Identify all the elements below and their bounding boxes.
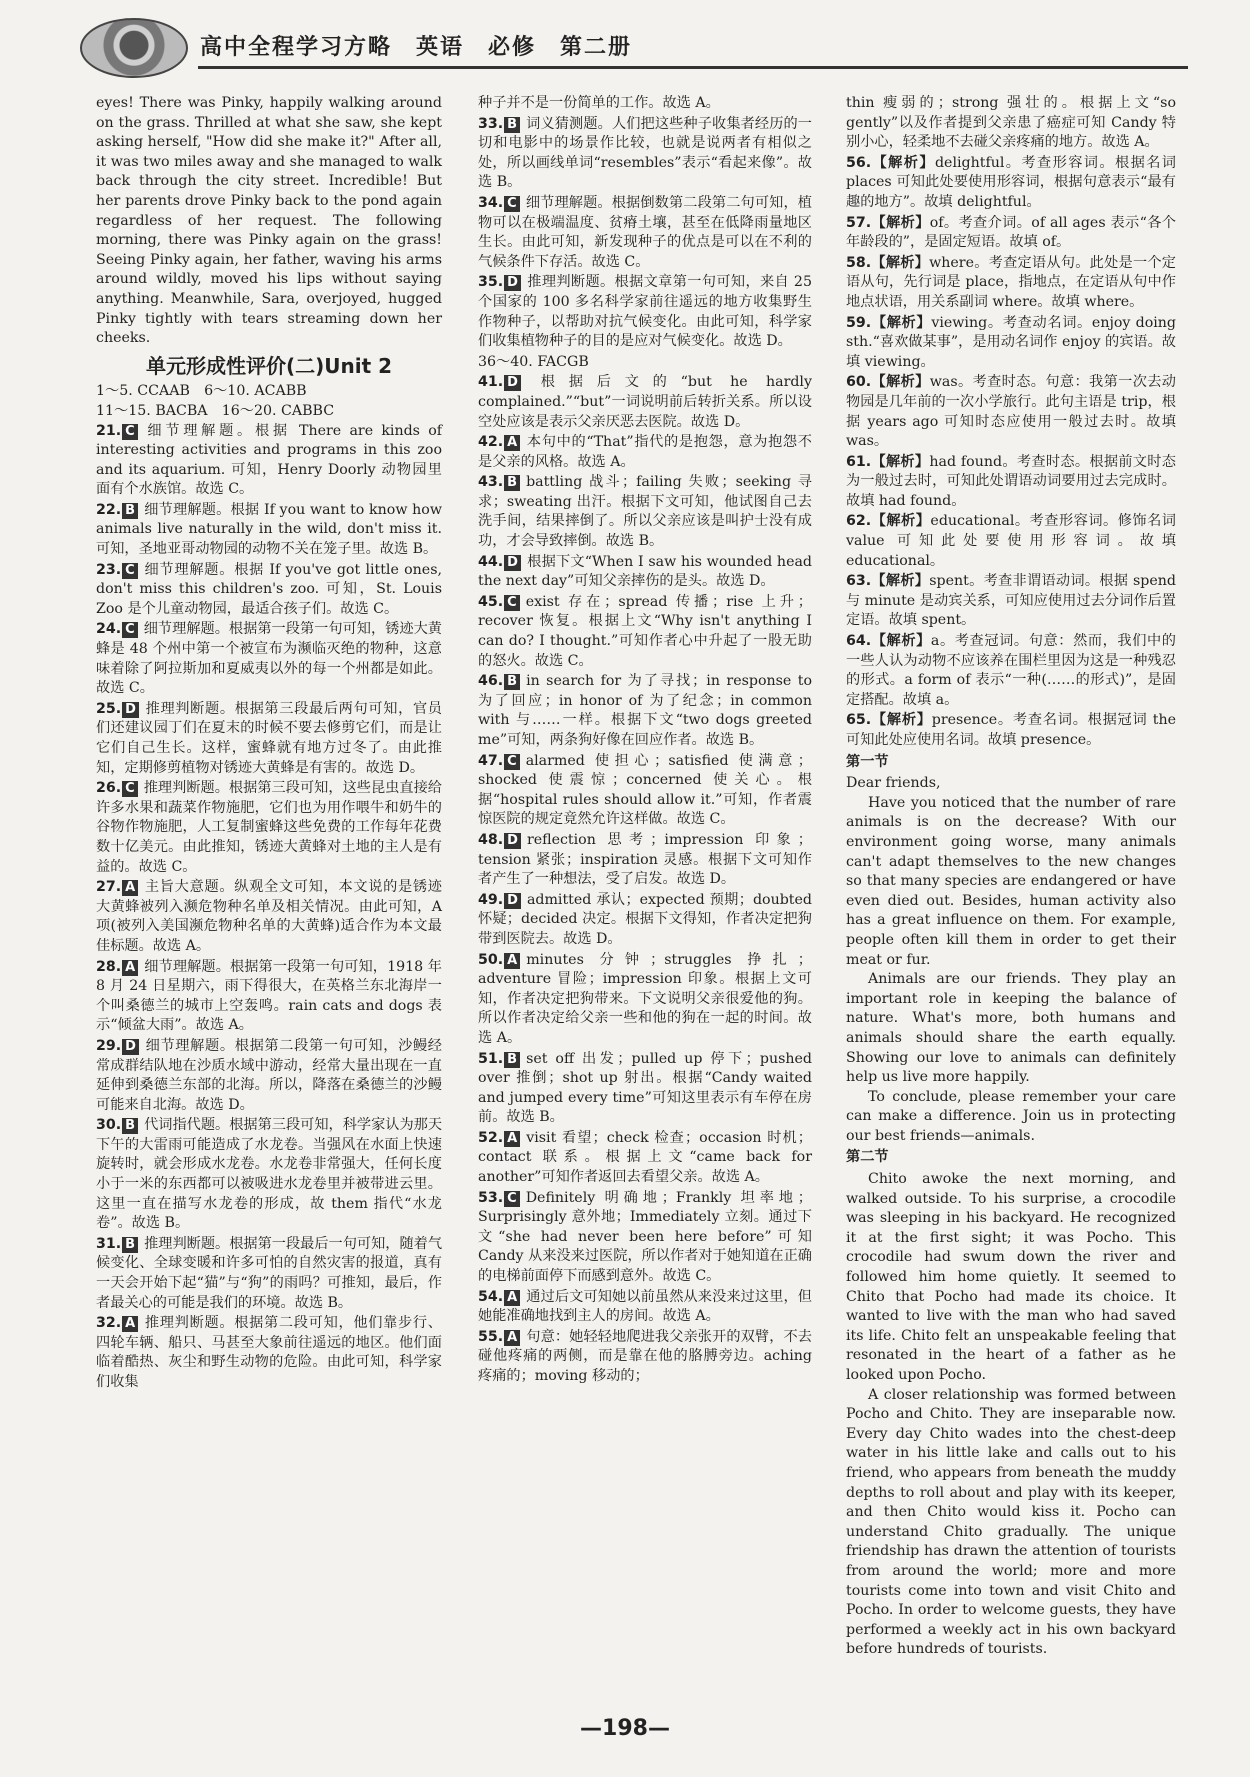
answer-list	[96, 422, 442, 1393]
answer-choice: 【解析】	[871, 712, 932, 729]
answer-choice: C	[504, 196, 520, 212]
answer-explanation: 推理判断题。根据文章第一句可知，来自 25 个国家的 100 多名科学家前往遥远的地方收集野生作物种子，以帮助对抗气候变化。由此可知，科学家们收集植物种子的目的是应对气候变化。故选 D。	[478, 274, 812, 350]
answer-choice: D	[504, 555, 521, 571]
answer-choice: B	[504, 674, 520, 690]
answer-item	[478, 752, 812, 830]
answer-explanation: 推理判断题。根据第一段最后一句可知，随着气候变化、全球变暖和许多可怕的自然灾害的报道，真有一天会开始下起“猫”与“狗”的雨吗？可推知，最后，作者最关心的可能是我们的环境。故选 B。	[96, 1235, 443, 1311]
answer-choice: C	[122, 424, 138, 440]
question-number: 53.	[478, 1189, 504, 1206]
answer-explanation: had found。考查时态。根据前文时态为一般过去时，可知此处谓语动词要用过去完成时。故填 had found。	[846, 453, 1176, 509]
answer-item	[96, 779, 442, 877]
answer-explanation: 推理判断题。根据第三段可知，这些昆虫直接给许多水果和蔬菜作物施肥，它们也为用作喂牛和奶牛的谷物作物施肥，人工复制蜜蜂这些免费的工作每年花费数十亿美元。由此推知，锈迹大黄蜂对土地的主人是有益的。故选 C。	[96, 780, 442, 875]
answer-item	[846, 453, 1176, 512]
letter-paragraph: To conclude, please remember your care can make a difference. Join us in protecting our best friends—animals.	[846, 1088, 1176, 1144]
answer-item	[846, 632, 1176, 710]
answer-item	[96, 1037, 442, 1115]
answer-list	[478, 94, 812, 1387]
question-number: 65.	[846, 712, 872, 729]
answer-explanation: 细节理解题。根据倒数第二段第二句可知，植物可以在极端温度、贫瘠土壤，甚至在低降雨量地区生长。由此可知，新发现种子的优点是可以在不利的气候条件下存活。故选 C。	[478, 194, 812, 270]
answer-explanation: set off 出发；pulled up 停下；pushed over 推倒；shot up 射出。根据“Candy waited and jumped every time”可知这里表示有车停在房前。故选 B。	[478, 1050, 812, 1126]
question-number: 28.	[96, 958, 122, 975]
story-paragraph: A closer relationship was formed between Pocho and Chito. They are inseparable now. Every day Chito wades into the chest-deep water in his little lake and calls out to his friend, who appears from beneath the muddy depths to roll about and play with its keeper, and then Chito would kiss it. Pocho can understand Chito gradually. The unique friendship has drawn the attention of tourists from around the world; more and more tourists come into town and visit Chito and Pocho. In order to welcome guests, they have performed a weekly act in his own backyard before hundreds of tourists.	[846, 1386, 1176, 1658]
answer-list	[846, 94, 1176, 751]
answer-item	[846, 154, 1176, 213]
answer-item	[478, 1328, 812, 1387]
answer-item	[96, 1314, 442, 1392]
answer-explanation: 本句中的“That”指代的是抱怨，意为抱怨不是父亲的风格。故选 A。	[478, 434, 812, 470]
answer-explanation: 推理判断题。根据第三段最后两句可知，官员们还建议园丁们在夏末的时候不要去修剪它们，而是让它们自己生长。这样，蜜蜂就有地方过冬了。由此推知，定期修剪植物对锈迹大黄蜂是有害的。故选 D。	[96, 700, 442, 776]
answer-choice: D	[122, 1039, 139, 1055]
column-middle	[478, 94, 812, 1388]
answer-item	[478, 1189, 812, 1287]
answer-item	[478, 672, 812, 750]
answer-explanation: a。考查冠词。句意：然而，我们中的一些人认为动物不应该养在围栏里因为这是一种残忍的形式。a form of 表示“一种(……的形式)”，是固定搭配。故填 a。	[846, 633, 1176, 708]
answer-choice: D	[504, 833, 521, 849]
unit-title: 单元形成性评价(二)Unit 2	[145, 353, 393, 378]
answer-choice: A	[504, 953, 520, 969]
answer-item	[96, 501, 442, 560]
answer-explanation: 根据下文“When I saw his wounded head the next day”可知父亲摔伤的是头。故选 D。	[478, 553, 812, 590]
answer-choice: A	[122, 880, 138, 896]
question-number: 48.	[478, 831, 504, 848]
letter-greeting: Dear friends,	[846, 775, 941, 792]
answer-explanation: was。考查时态。句意：我第一次去动物园是几年前的一次小学旅行。此句主语是 trip，根据 years ago 可知时态应使用一般过去时。故填 was。	[846, 374, 1176, 450]
page-header	[80, 18, 1190, 80]
answer-explanation: visit 看望；check 检查；occasion 时机；contact 联系。根据上文“came back for another”可知作者返回去看望父亲。故选 A。	[478, 1129, 812, 1186]
question-number: 22.	[96, 501, 122, 518]
answer-item	[478, 94, 812, 114]
answer-item	[96, 422, 442, 500]
answer-choice: C	[504, 754, 520, 770]
answer-choice: A	[504, 1330, 520, 1346]
answer-choice: A	[504, 1290, 520, 1306]
answer-item	[96, 1116, 442, 1234]
question-number: 57.	[846, 214, 872, 231]
question-number: 45.	[478, 593, 504, 610]
answer-choice: 【解析】	[871, 314, 932, 331]
answer-explanation: 细节理解题。根据第二段第一句可知，沙鳗经常成群结队地在沙质水域中游动，经常大量出现在一直延伸到桑德兰东部的北海。所以，降落在桑德兰的沙鳗可能来自北海。故选 D。	[96, 1037, 442, 1113]
answer-explanation: 36～40. FACGB	[478, 353, 589, 370]
answer-item	[846, 314, 1176, 373]
answer-explanation: battling 战斗；failing 失败；seeking 寻求；sweating 出汗。根据下文可知，他试图自己去洗手间，结果摔倒了。所以父亲应该是叫护士没有成功，才会导致摔倒。故选 B。	[478, 474, 812, 550]
answer-choice: D	[504, 275, 521, 291]
question-number: 64.	[846, 633, 872, 650]
question-number: 62.	[846, 513, 872, 530]
column-left	[96, 94, 442, 1394]
answer-explanation: spent。考查非谓语动词。根据 spend 与 minute 是动宾关系，可知应使用过去分词作后置定语。故填 spent。	[846, 573, 1176, 629]
answer-explanation: 细节理解题。根据 There are kinds of interesting activities and programs in this zoo and its aquarium. 可知，Henry Doorly 动物园里面有个水族馆。故选 C。	[96, 422, 442, 498]
question-number: 60.	[846, 374, 872, 391]
answer-explanation: 根据后文的“but he hardly complained.”“but”一词说明前后转折关系。所以设空处应该是表示父亲厌恶去医院。故选 D。	[478, 374, 812, 430]
answer-choice: C	[504, 595, 520, 611]
question-number: 29.	[96, 1037, 122, 1054]
answer-item	[846, 512, 1176, 571]
question-number: 47.	[478, 752, 504, 769]
answer-choice: 【解析】	[871, 254, 930, 271]
answer-item	[478, 593, 812, 671]
answer-explanation: 代词指代题。根据第三段可知，科学家认为那天下午的大雷雨可能造成了水龙卷。当强风在水面上快速旋转时，就会形成水龙卷。水龙卷非常强大，任何长度小于一米的东西都可以被吸进水龙卷里并被带进云里。这里一直在描写水龙卷的形成，故 them 指代“水龙卷”。故选 B。	[96, 1117, 443, 1232]
answer-explanation: of。考查介词。of all ages 表示“各个年龄段的”，是固定短语。故填 of。	[846, 214, 1176, 251]
answer-item	[846, 373, 1176, 451]
answer-explanation: 通过后文可知她以前虽然从来没来过这里，但她能准确地找到主人的房间。故选 A。	[478, 1288, 812, 1325]
page-number: —198—	[580, 1716, 670, 1741]
answer-item	[478, 831, 812, 890]
answer-explanation: minutes 分钟；struggles 挣扎；adventure 冒险；impression 印象。根据上文可知，作者决定把狗带来。下文说明父亲很爱他的狗。所以作者决定给父亲一些和他的狗在一起的时间。故选 A。	[478, 951, 812, 1046]
answer-choice: A	[122, 960, 138, 976]
question-number: 59.	[846, 314, 872, 331]
answer-choice: B	[504, 1052, 520, 1068]
answer-item	[478, 891, 812, 950]
answer-choice: A	[122, 1316, 138, 1332]
question-number: 63.	[846, 573, 872, 590]
answer-item	[846, 254, 1176, 313]
answer-choice: B	[504, 475, 520, 491]
answer-key-line: 11～15. BACBA 16～20. CABBC	[96, 402, 335, 419]
answer-choice: C	[122, 563, 138, 579]
answer-choice: C	[504, 1191, 520, 1207]
answer-choice: D	[504, 893, 521, 909]
question-number: 31.	[96, 1235, 122, 1252]
answer-choice: 【解析】	[871, 214, 930, 231]
answer-choice: 【解析】	[871, 633, 931, 650]
question-number: 52.	[478, 1129, 504, 1146]
section-heading: 第一节	[846, 753, 889, 770]
question-number: 41.	[478, 374, 504, 391]
question-number: 33.	[478, 115, 504, 132]
question-number: 50.	[478, 951, 504, 968]
answer-item	[478, 553, 812, 592]
answer-item	[96, 1235, 442, 1313]
answer-item	[846, 572, 1176, 631]
answer-explanation: 推理判断题。根据第二段可知，他们靠步行、四轮车辆、船只、马甚至大象前往遥远的地区。他们面临着酷热、灰尘和野生动物的危险。由此可知，科学家们收集	[96, 1315, 442, 1390]
answer-choice: 【解析】	[871, 453, 930, 470]
question-number: 49.	[478, 891, 504, 908]
answer-choice: A	[504, 435, 520, 451]
question-number: 27.	[96, 879, 122, 896]
answer-explanation: exist 存在；spread 传播；rise 上升；recover 恢复。根据上文“Why isn't anything I can do? I thought.”可知作者心中升起了一股无助的怒火。故选 C。	[478, 593, 812, 669]
answer-choice: D	[122, 702, 139, 718]
answer-item	[478, 473, 812, 551]
answer-choice: B	[122, 1118, 138, 1134]
answer-item	[96, 878, 442, 956]
answer-item	[478, 273, 812, 351]
question-number: 44.	[478, 553, 504, 570]
question-number: 61.	[846, 453, 872, 470]
answer-item	[96, 561, 442, 620]
story-paragraph: Chito awoke the next morning, and walked outside. To his surprise, a crocodile was sleeping in his backyard. He recognized it at the first sight; it was Pocho. This crocodile had swum down the river and followed him home quietly. It seemed to Chito that Pocho had made its choice. It wanted to live with the man who had saved its life. Chito felt an unspeakable feeling that resonated in the heart of a father as he looked upon Pocho.	[846, 1171, 1176, 1383]
question-number: 32.	[96, 1315, 122, 1332]
answer-item	[478, 951, 812, 1049]
question-number: 56.	[846, 154, 872, 171]
answer-item	[478, 373, 812, 432]
answer-item	[96, 620, 442, 698]
answer-item	[478, 194, 812, 272]
answer-explanation: 主旨大意题。纵观全文可知，本文说的是锈迹大黄蜂被列入濒危物种名单及相关情况。由此可知，A 项(被列入美国濒危物种名单的大黄蜂)适合作为本文最佳标题。故选 A。	[96, 879, 442, 954]
answer-explanation: in search for 为了寻找；in response to 为了回应；in honor of 为了纪念；in common with 与……一样。根据下文“two dogs greeted me”可知，两条狗好像在回应作者。故选 B。	[478, 673, 812, 748]
header-title: 高中全程学习方略 英语 必修 第二册	[200, 35, 633, 60]
answer-explanation: where。考查定语从句。此处是一个定语从句，先行词是 place，指地点，在定语从句中作地点状语，用关系副词 where。故填 where。	[846, 254, 1176, 310]
question-number: 26.	[96, 780, 122, 797]
question-number: 34.	[478, 194, 504, 211]
column-right	[846, 94, 1176, 1660]
answer-explanation: 细节理解题。根据第一段第一句可知，1918 年 8 月 24 日星期六，雨下得很大，在英格兰东北海岸一个叫桑德兰的城市上空轰鸣。rain cats and dogs 表示“倾盆大雨”。故选 A。	[96, 958, 442, 1034]
answer-choice: 【解析】	[871, 374, 930, 391]
answer-explanation: 细节理解题。根据 If you want to know how animals live naturally in the wild, don't miss it. 可知，圣地亚哥动物园的动物不关在笼子里。故选 B。	[96, 501, 442, 558]
question-number: 43.	[478, 474, 504, 491]
answer-explanation: presence。考查名词。根据冠词 the 可知此处应使用名词。故填 presence。	[846, 712, 1176, 748]
answer-item	[478, 353, 812, 373]
answer-item	[846, 711, 1176, 750]
story-ending: eyes! There was Pinky, happily walking around on the grass. Thrilled at what she saw, she kept asking herself, "How did she make it?" After all, it was two miles away and she managed to walk back through the city street. Incredible! But her parents drove Pinky back to the pond again regardless of her request. The following morning, there was Pinky again on the grass! Seeing Pinky again, her father, waving his arms around wildly, moved his lips without saying anything. Meanwhile, Sara, overjoyed, hugged Pinky tightly with tears streaming down her cheeks.	[96, 95, 442, 347]
answer-item	[96, 700, 442, 778]
answer-choice: C	[122, 622, 138, 638]
answer-choice: C	[122, 781, 138, 797]
question-number: 42.	[478, 434, 504, 451]
answer-explanation: alarmed 使担心；satisfied 使满意；shocked 使震惊；concerned 使关心。根据“hospital rules should allow it.”可知，作者震惊医院的规定竟然允许这样做。故选 C。	[478, 752, 812, 828]
letter-paragraph: Animals are our friends. They play an important role in keeping the balance of nature. What's more, both humans and animals should share the earth equally. Showing our love to animals can definitely help us live more happily.	[846, 971, 1176, 1086]
answer-choice: B	[504, 117, 520, 133]
answer-explanation: 细节理解题。根据 If you've got little ones, don't miss this children's zoo. 可知，St. Louis Zoo 是个儿童动物园，最适合孩子们。故选 C。	[96, 561, 442, 617]
answer-item	[846, 214, 1176, 253]
header-divider	[198, 66, 1188, 69]
answer-explanation: thin 瘦弱的；strong 强壮的。根据上文“so gently”以及作者提到父亲患了癌症可知 Candy 特别小心，轻柔地不去碰父亲疼痛的地方。故选 A。	[846, 95, 1176, 151]
question-number: 55.	[478, 1328, 504, 1345]
answer-item	[478, 1288, 812, 1327]
answer-choice: A	[504, 1131, 520, 1147]
question-number: 35.	[478, 274, 504, 291]
answer-choice: B	[122, 1237, 138, 1253]
book-logo-icon	[80, 18, 188, 78]
answer-item	[846, 94, 1176, 153]
answer-item	[478, 115, 812, 193]
answer-item	[478, 1129, 812, 1188]
answer-explanation: admitted 承认；expected 预期；doubted 怀疑；decided 决定。根据下文得知，作者决定把狗带到医院去。故选 D。	[478, 891, 812, 947]
answer-choice: 【解析】	[871, 154, 935, 171]
answer-explanation: 细节理解题。根据第一段第一句可知，锈迹大黄蜂是 48 个州中第一个被宣布为濒临灭绝的物种，这意味着除了阿拉斯加和夏威夷以外的每一个州都是如此。故选 C。	[96, 621, 442, 697]
answer-explanation: reflection 思考；impression 印象；tension 紧张；inspiration 灵感。根据下文可知作者产生了一种想法，受了启发。故选 D。	[478, 831, 812, 888]
letter-paragraph: Have you noticed that the number of rare animals is on the decrease? With our environment going worse, many animals can't adapt themselves to the new changes so that many species are endangered or have even died out. Besides, human activity also has a great influence on them. For example, people often kill them in order to get their meat or fur.	[846, 794, 1176, 968]
answer-item	[96, 958, 442, 1036]
answer-explanation: viewing。考查动名词。enjoy doing sth.“喜欢做某事”，是用动名词作 enjoy 的宾语。故填 viewing。	[846, 314, 1176, 370]
question-number: 46.	[478, 673, 504, 690]
question-number: 30.	[96, 1117, 122, 1134]
question-number: 54.	[478, 1288, 504, 1305]
answer-choice: 【解析】	[871, 513, 931, 530]
answer-explanation: 句意：她轻轻地爬进我父亲张开的双臂，不去碰他疼痛的两侧，而是靠在他的胳膊旁边。aching 疼痛的；moving 移动的；	[478, 1328, 812, 1384]
answer-explanation: 种子并不是一份简单的工作。故选 A。	[478, 95, 720, 111]
answer-choice: B	[122, 503, 138, 519]
answer-explanation: Definitely 明确地；Frankly 坦率地；Surprisingly 意外地；Immediately 立刻。通过下文“she had never been here before”可知 Candy 从来没来过医院，所以作者对于她知道在正确的电梯前面停下而感到意外。故选 C。	[478, 1189, 812, 1285]
question-number: 58.	[846, 254, 872, 271]
question-number: 23.	[96, 561, 122, 578]
answer-item	[478, 1050, 812, 1128]
question-number: 51.	[478, 1050, 504, 1067]
question-number: 21.	[96, 422, 122, 439]
answer-choice: 【解析】	[871, 573, 930, 590]
question-number: 24.	[96, 621, 122, 638]
answer-choice: D	[504, 375, 521, 391]
question-number: 25.	[96, 700, 122, 717]
section-heading: 第二节	[846, 1149, 889, 1166]
answer-item	[478, 433, 812, 472]
answer-key-line: 1～5. CCAAB 6～10. ACABB	[96, 383, 307, 400]
answer-explanation: educational。考查形容词。修饰名词 value 可知此处要使用形容词。故填 educational。	[846, 513, 1176, 569]
answer-explanation: 词义猜测题。人们把这些种子收集者经历的一切和电影中的场景作比较，也就是说两者有相似之处，所以画线单词“resembles”表示“看起来像”。故选 B。	[478, 115, 812, 191]
answer-explanation: delightful。考查形容词。根据名词 places 可知此处要使用形容词，根据句意表示“最有趣的地方”。故填 delightful。	[846, 154, 1176, 210]
